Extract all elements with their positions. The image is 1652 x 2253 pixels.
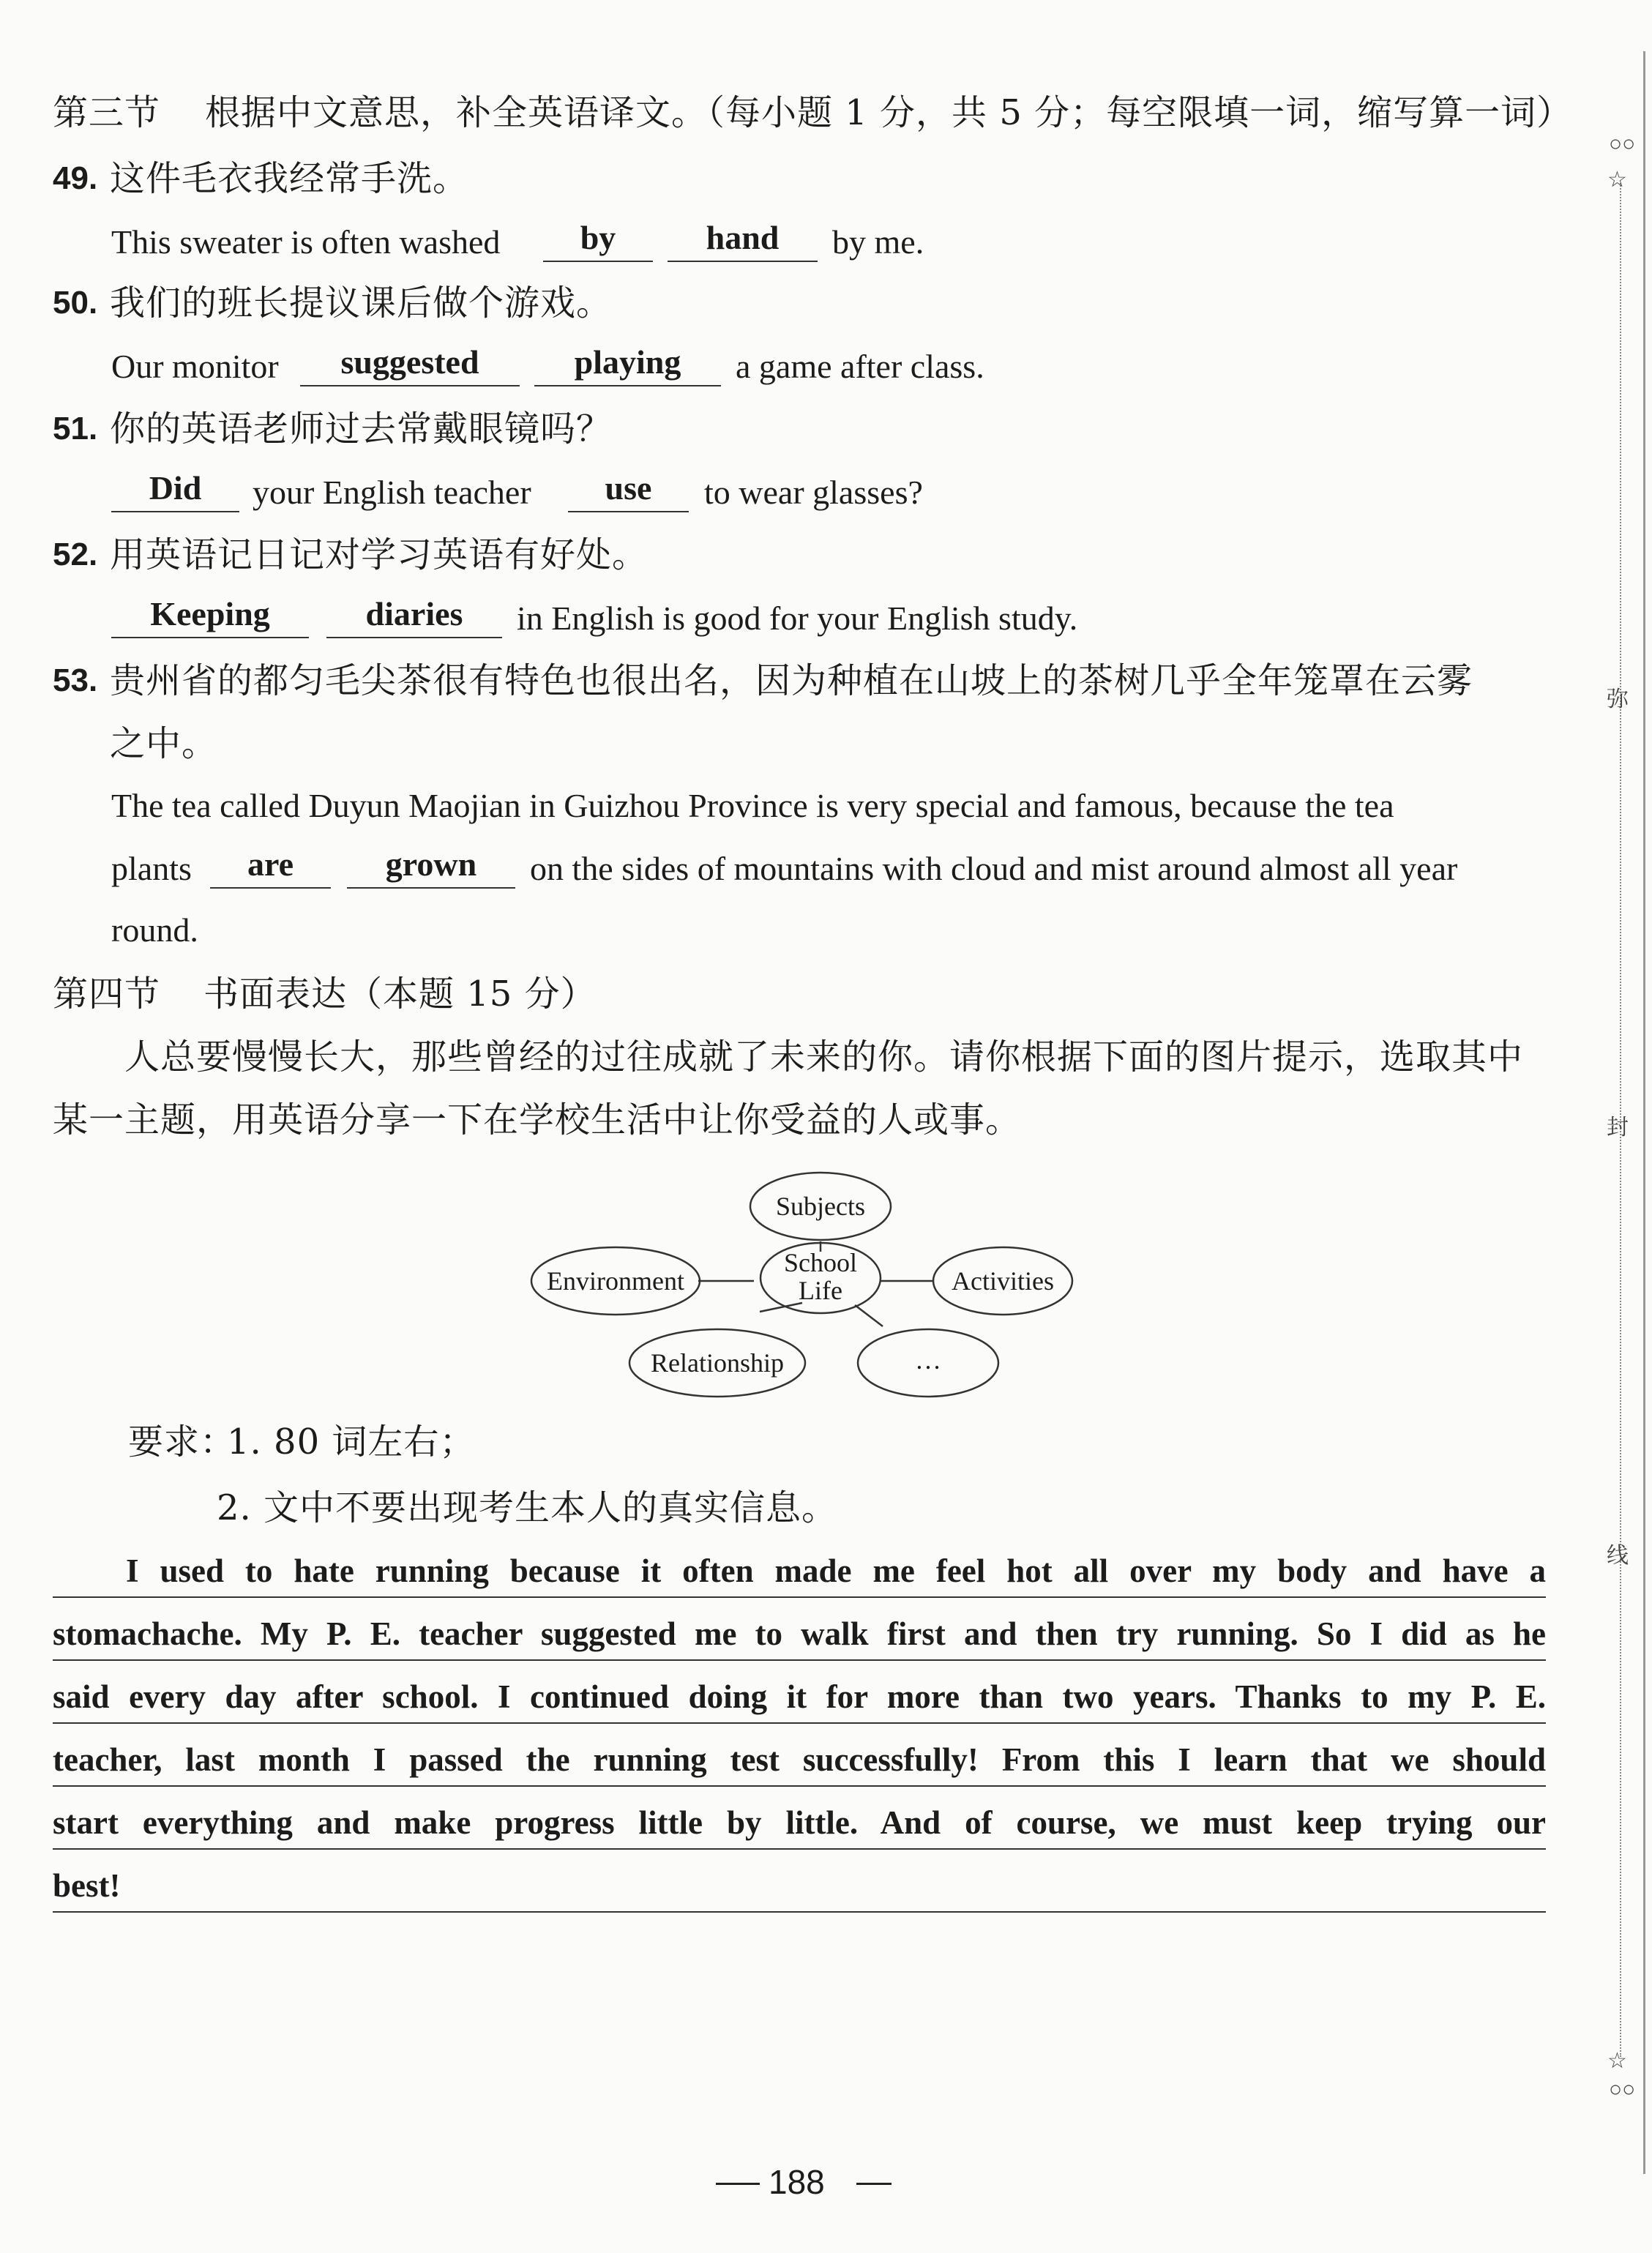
- section4-prompt: 某一主题，用英语分享一下在学校生活中让你受益的人或事。: [53, 1099, 1022, 1140]
- answer-blank: grown: [347, 848, 515, 889]
- question-chinese: 用英语记日记对学习英语有好处。: [110, 534, 649, 575]
- question-number: 52.: [53, 537, 98, 572]
- section3-title: 第三节: [53, 92, 161, 133]
- question-chinese: 这件毛衣我经常手洗。: [110, 158, 469, 199]
- center-label: Life: [799, 1276, 842, 1305]
- essay-line: teacher, last month I passed the running test successfully! From this I learn that we should: [53, 1744, 1546, 1787]
- question-number: 50.: [53, 285, 98, 321]
- star-icon: ☆: [1607, 168, 1627, 192]
- answer-blank: Did: [111, 471, 239, 512]
- question-english-text: in English is good for your English study.: [517, 599, 1078, 637]
- margin-label: 弥: [1607, 687, 1629, 712]
- answer-blank: by: [543, 221, 653, 262]
- section4-title: 第四节: [53, 974, 161, 1015]
- binding-circles-icon: ○○: [1609, 132, 1636, 156]
- essay-line: I used to hate running because it often made me feel hot all over my body and have a: [53, 1555, 1546, 1598]
- question-chinese: 你的英语老师过去常戴眼镜吗？: [110, 408, 613, 449]
- binding-edge: [1643, 51, 1645, 2174]
- question-number: 51.: [53, 411, 98, 447]
- margin-label: 线: [1607, 1543, 1629, 1569]
- school-life-mindmap: [512, 1157, 1098, 1413]
- question-number: 53.: [53, 662, 98, 698]
- question-english-text: Our monitor: [111, 348, 279, 385]
- answer-blank: are: [210, 848, 331, 889]
- answer-blank: playing: [534, 345, 721, 386]
- relationship-label: Relationship: [651, 1348, 784, 1378]
- margin-label: 封: [1607, 1115, 1629, 1140]
- essay-line: said every day after school. I continued doing it for more than two years. Thanks to my P. E.: [53, 1681, 1546, 1724]
- star-icon: ☆: [1607, 2049, 1627, 2073]
- environment-label: Environment: [547, 1266, 684, 1296]
- requirement-item: 1. 80 词左右；: [227, 1421, 476, 1462]
- answer-blank: Keeping: [111, 597, 309, 638]
- page-number-dash: [716, 2183, 760, 2185]
- question-chinese: 贵州省的都匀毛尖茶很有特色也很出名，因为种植在山坡上的茶树几乎全年笼罩在云雾: [110, 660, 1473, 701]
- requirement-item: 2. 文中不要出现考生本人的真实信息。: [217, 1487, 838, 1528]
- more-label: …: [915, 1345, 941, 1375]
- question-chinese: 之中。: [110, 723, 218, 764]
- question-english-text: The tea called Duyun Maojian in Guizhou Province is very special and famous, because the tea: [111, 787, 1394, 824]
- question-chinese: 我们的班长提议课后做个游戏。: [110, 283, 613, 324]
- question-number: 49.: [53, 160, 98, 196]
- question-english-text: on the sides of mountains with cloud and mist around almost all year: [530, 850, 1458, 887]
- question-english-text: This sweater is often washed: [111, 223, 501, 261]
- page-number: 188: [769, 2163, 825, 2201]
- question-english-text: round.: [111, 911, 198, 949]
- essay-line: start everything and make progress little by little. And of course, we must keep trying our: [53, 1806, 1546, 1850]
- requirements-label: 要求：: [128, 1421, 236, 1462]
- binding-circles-icon: ○○: [1609, 2077, 1636, 2101]
- question-english-text: to wear glasses?: [704, 474, 923, 511]
- essay-line: stomachache. My P. E. teacher suggested me to walk first and then try running. So I did as he: [53, 1618, 1546, 1661]
- center-label: School: [783, 1248, 858, 1277]
- subjects-label: Subjects: [776, 1192, 865, 1221]
- question-english-text: a game after class.: [736, 348, 984, 385]
- answer-blank: use: [568, 471, 689, 512]
- activities-label: Activities: [952, 1266, 1054, 1296]
- answer-blank: diaries: [326, 597, 502, 638]
- section3-instruction: 根据中文意思，补全英语译文。（每小题 1 分，共 5 分；每空限填一词，缩写算一词）: [205, 92, 1573, 133]
- answer-blank: suggested: [300, 345, 520, 386]
- section4-subtitle: 书面表达（本题 15 分）: [203, 974, 597, 1015]
- question-english-text: plants: [111, 850, 192, 887]
- essay-line: best!: [53, 1869, 1546, 1913]
- question-english-text: by me.: [832, 223, 924, 261]
- section4-prompt: 人总要慢慢长大，那些曾经的过往成就了未来的你。请你根据下面的图片提示，选取其中: [124, 1036, 1524, 1077]
- page-number-dash: [856, 2183, 892, 2185]
- question-english-text: your English teacher: [253, 474, 531, 511]
- answer-blank: hand: [668, 221, 818, 262]
